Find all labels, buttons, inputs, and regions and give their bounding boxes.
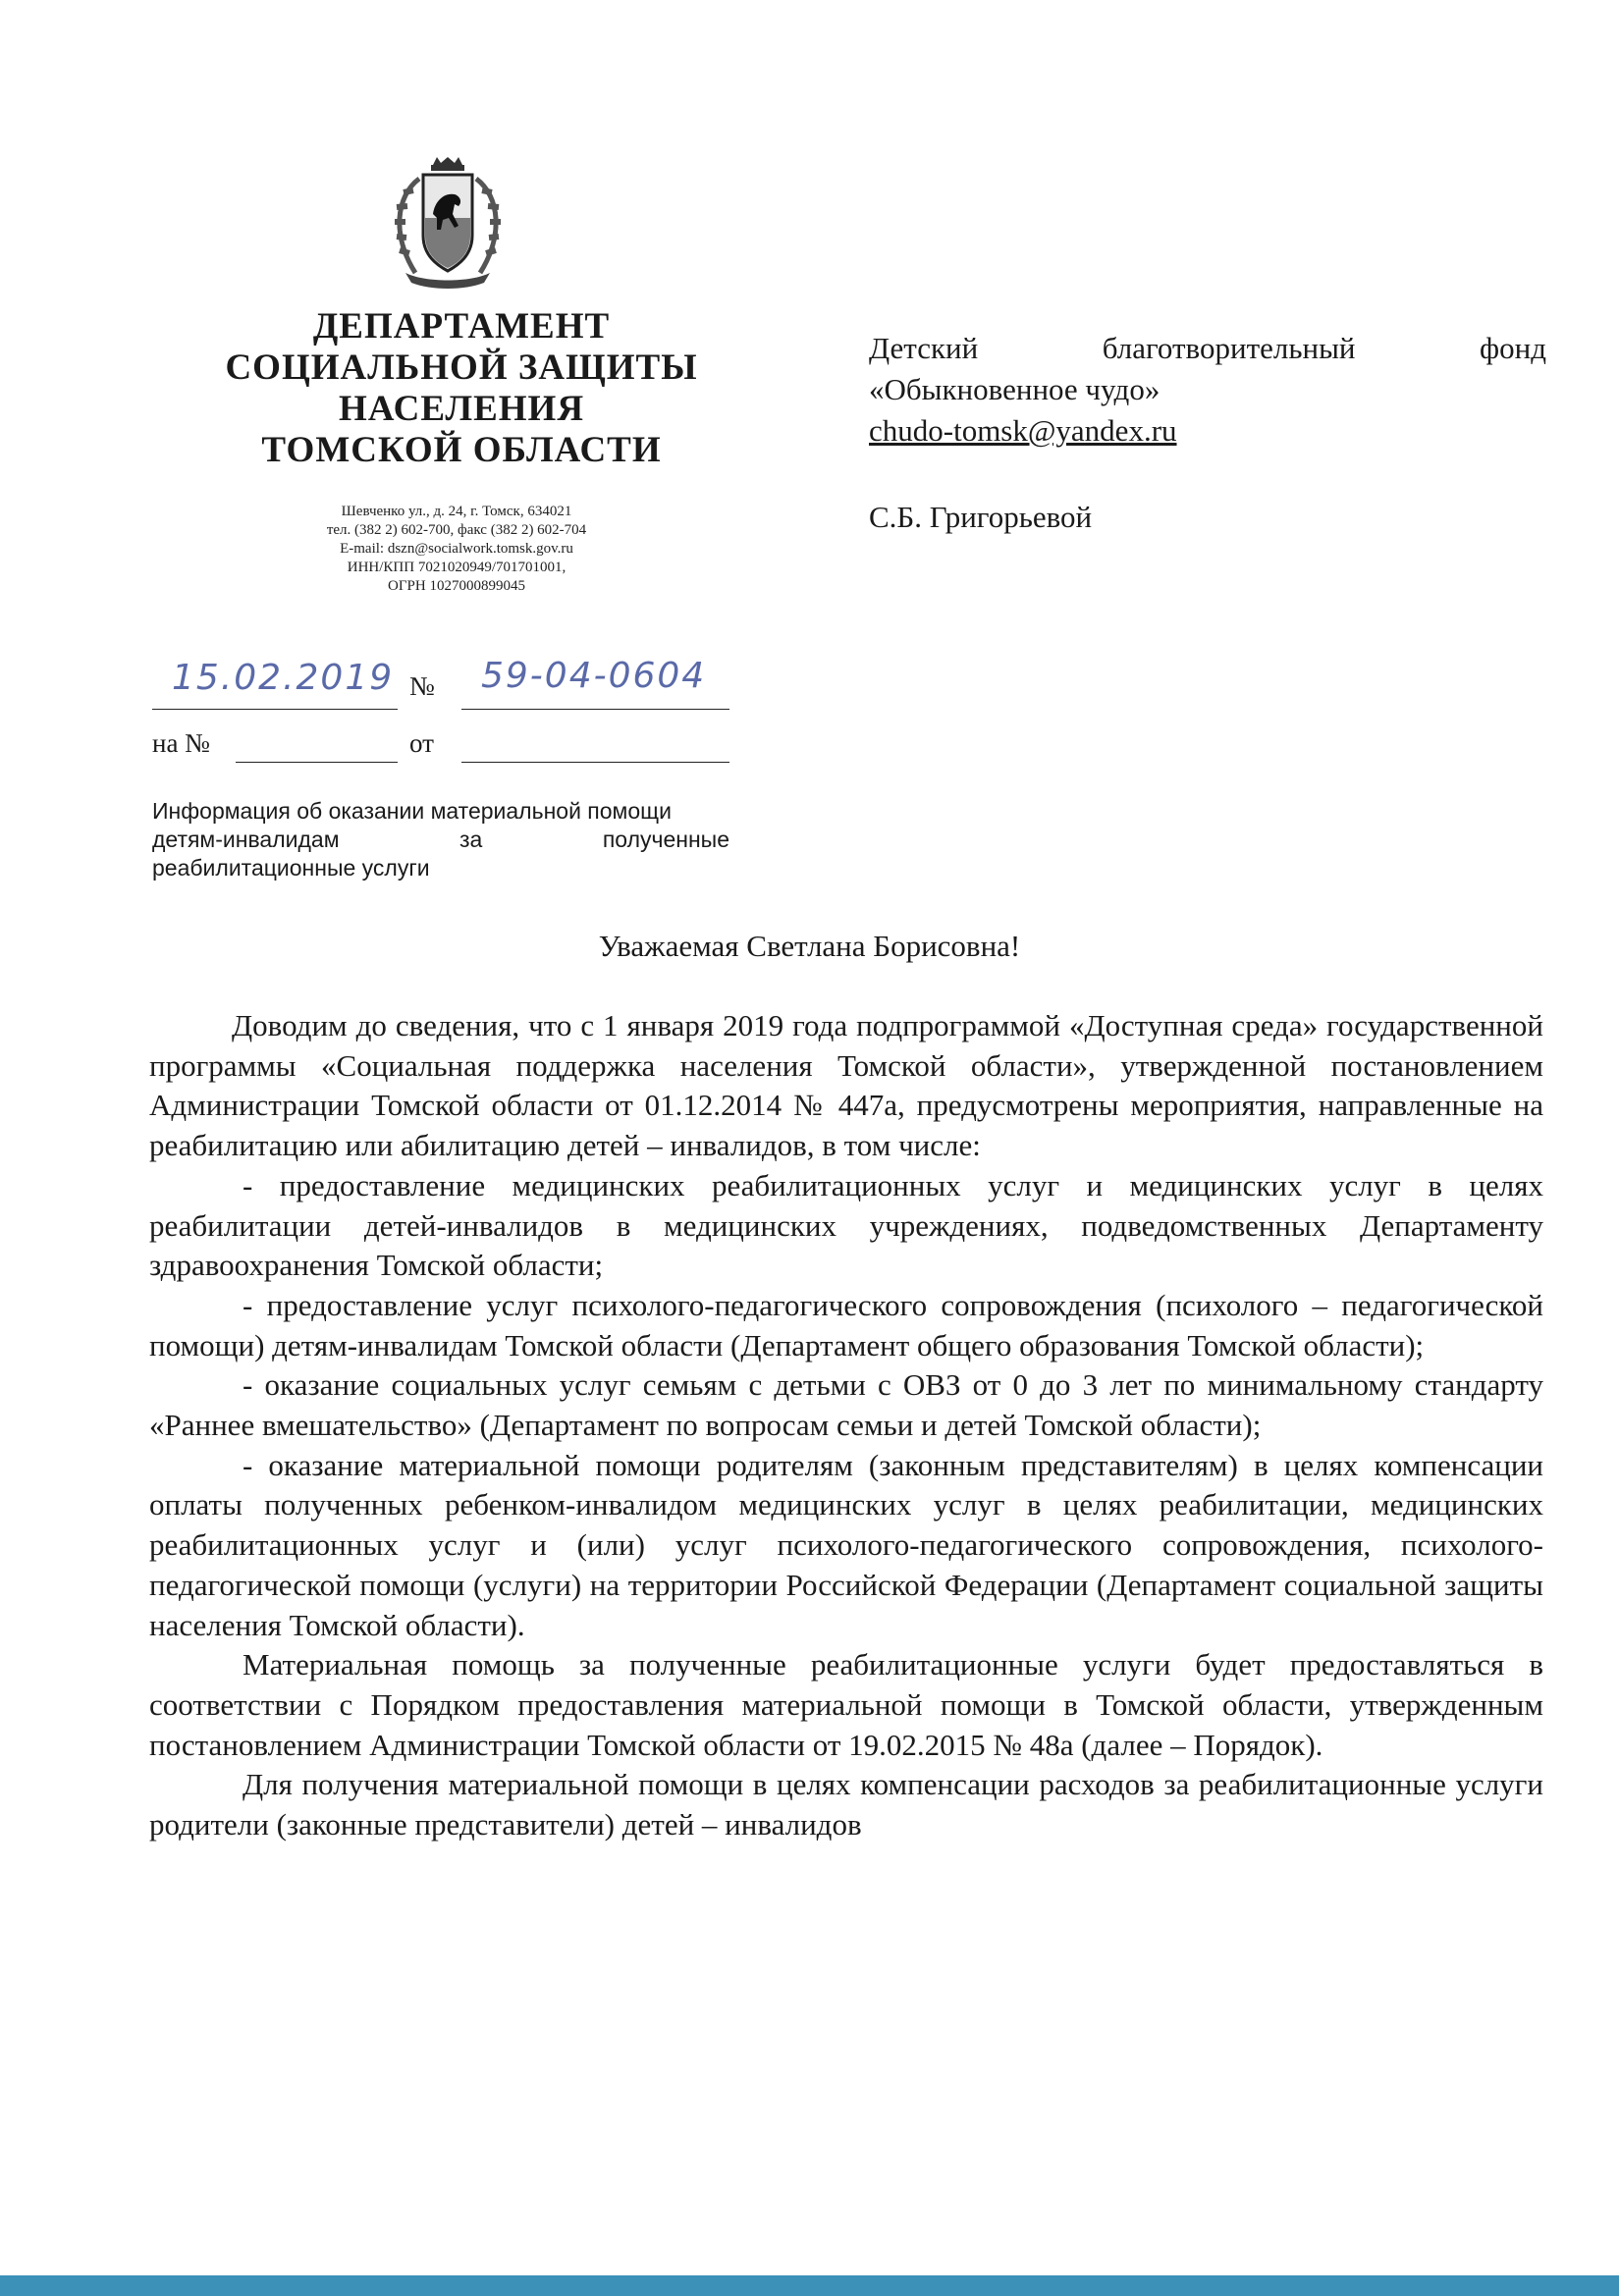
recipient-block	[869, 328, 1546, 538]
subject-word: полученные	[602, 827, 729, 852]
department-ogrn: ОГРН 1027000899045	[388, 578, 525, 594]
recipient-word: благотворительный	[1102, 331, 1356, 365]
department-name-line: ТОМСКОЙ ОБЛАСТИ	[261, 430, 662, 470]
subject-line: Информация об оказании материальной помощи	[152, 798, 672, 824]
department-phone: тел. (382 2) 602-700, факс (382 2) 602-704	[326, 522, 587, 538]
tomsk-coat-of-arms-icon	[376, 157, 519, 294]
reply-number-line	[236, 762, 398, 763]
department-address: Шевченко ул., д. 24, г. Томск, 634021	[341, 504, 572, 519]
recipient-word: фонд	[1480, 331, 1546, 365]
letter-body	[149, 1006, 1543, 1845]
reply-from-label: от	[409, 728, 434, 758]
body-list-item: - оказание социальных услуг семьям с детьми с ОВЗ от 0 до 3 лет по минимальному стандарту «Раннее вмешательство» (Департамент по вопросам семьи и детей Томской области);	[149, 1367, 1543, 1443]
salutation: Уважаемая Светлана Борисовна!	[598, 929, 1021, 963]
recipient-email-link[interactable]: chudo-tomsk@yandex.ru	[869, 413, 1177, 448]
department-inn: ИНН/КПП 7021020949/701701001,	[347, 560, 567, 575]
department-name-line: НАСЕЛЕНИЯ	[338, 389, 585, 429]
date-field-line	[152, 709, 398, 710]
reply-number-label: на №	[152, 728, 210, 758]
recipient-word: Детский	[869, 331, 979, 365]
body-list-item: - предоставление медицинских реабилитационных услуг и медицинских услуг в целях реабилитации детей-инвалидов в медицинских учреждениях, подведомственных Департаменту здравоохранения Томской области;	[149, 1167, 1543, 1283]
body-list-item: - предоставление услуг психолого-педагогического сопровождения (психолого – педагогической помощи) детям-инвалидам Томской области (Департамент общего образования Томской области);	[149, 1287, 1543, 1362]
number-label: №	[409, 671, 435, 701]
subject-line	[152, 826, 729, 854]
registration-number: 59-04-0604	[481, 656, 707, 696]
body-paragraph: Материальная помощь за полученные реабилитационные услуги будет предоставляться в соответствии с Порядком предоставления материальной помощи в Томской области, утвержденным постановлением Администрации Томской области от 19.02.2015 № 48а (далее – Порядок).	[149, 1647, 1543, 1762]
subject-line: реабилитационные услуги	[152, 855, 430, 881]
department-name-line: СОЦИАЛЬНОЙ ЗАЩИТЫ	[225, 347, 698, 388]
recipient-org-line	[869, 328, 1546, 369]
registration-date: 15.02.2019	[172, 658, 395, 698]
letter-subject	[152, 797, 729, 882]
subject-word: за	[459, 827, 483, 852]
subject-word: детям-инвалидам	[152, 827, 340, 852]
reply-date-line	[461, 762, 729, 763]
body-paragraph: Доводим до сведения, что с 1 января 2019 года подпрограммой «Доступная среда» государственной программы «Социальная поддержка населения Томской области», утвержденной постановлением Администрации Томской области от 01.12.2014 № 447а, предусмотрены мероприятия, направленные на реабилитацию или абилитацию детей – инвалидов, в том числе:	[149, 1008, 1543, 1163]
department-email: E-mail: dszn@socialwork.tomsk.gov.ru	[340, 541, 573, 557]
recipient-org-name: «Обыкновенное чудо»	[869, 372, 1160, 406]
recipient-person: С.Б. Григорьевой	[869, 500, 1093, 534]
department-name	[177, 306, 746, 471]
department-name-line: ДЕПАРТАМЕНТ	[312, 306, 611, 347]
body-paragraph: Для получения материальной помощи в целях компенсации расходов за реабилитационные услуги родители (законные представители) детей – инвалидов	[149, 1767, 1543, 1842]
body-list-item: - оказание материальной помощи родителям (законным представителям) в целях компенсации оплаты полученных ребенком-инвалидом медицинских услуг в целях реабилитации, медицинских реабилитационных услуг и (или) услуг психолого-педагогического сопровождения, психолого-педагогической помощи (услуги) на территории Российской Федерации (Департамент социальной защиты населения Томской области).	[149, 1447, 1543, 1642]
department-contacts	[245, 503, 668, 596]
scan-edge-strip	[0, 2275, 1619, 2296]
number-field-line	[461, 709, 729, 710]
